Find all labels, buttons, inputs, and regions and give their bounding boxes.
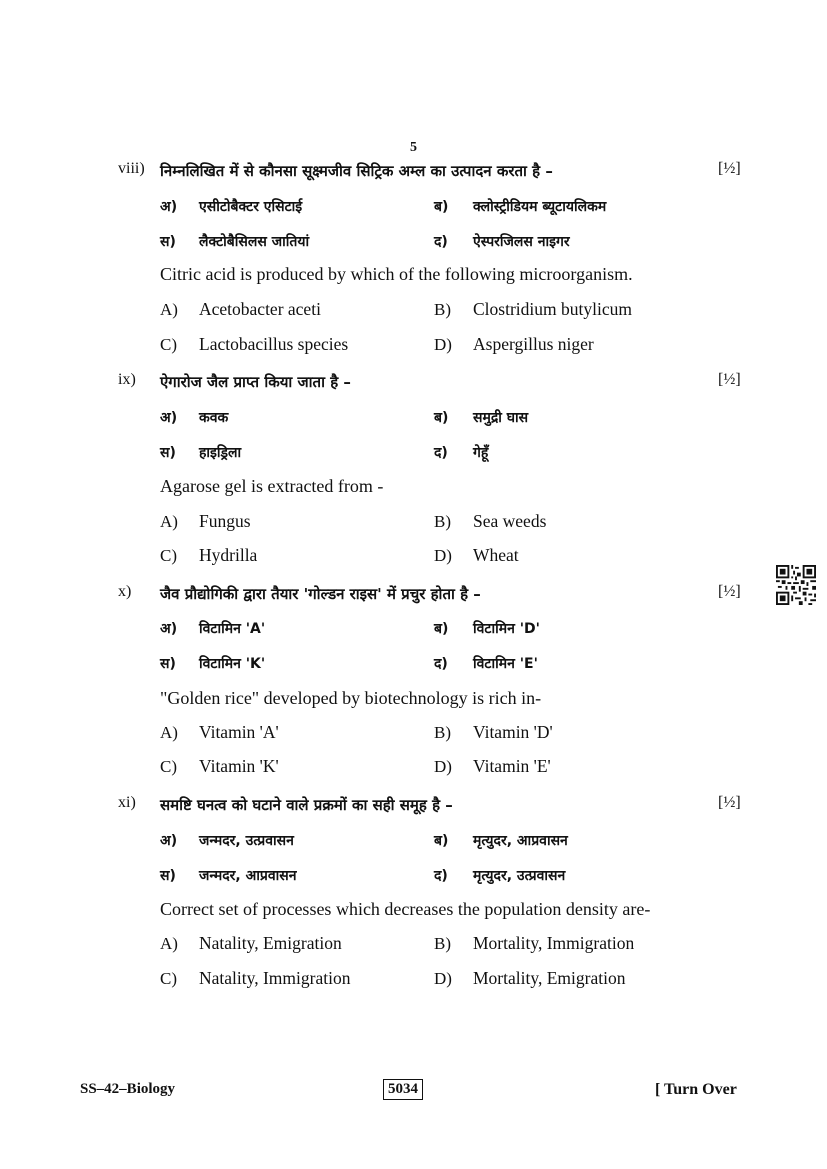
option-text: Vitamin 'E': [473, 756, 551, 776]
option-text: विटामिन 'K': [199, 656, 266, 672]
option-text: Vitamin 'A': [199, 722, 279, 742]
question-hindi: निम्नलिखित में से कौनसा सूक्ष्मजीव सिट्रिक अम्ल का उत्पादन करता है –: [160, 162, 553, 180]
option-label: D): [434, 335, 452, 354]
option-text: Natality, Immigration: [199, 968, 351, 988]
option-label: A): [160, 723, 178, 742]
option-text: Aspergillus niger: [473, 334, 594, 354]
option-text: Vitamin 'K': [199, 756, 279, 776]
option-label: ब): [434, 199, 449, 215]
option-label: स): [160, 445, 176, 461]
marks: [½]: [718, 371, 741, 388]
option-label: C): [160, 546, 177, 565]
option-label: द): [434, 656, 448, 672]
option-label: D): [434, 757, 452, 776]
option-text: ऐस्परजिलस नाइगर: [473, 234, 570, 250]
option-label: B): [434, 723, 451, 742]
option-text: क्लोस्ट्रीडियम ब्यूटायलिकम: [473, 199, 607, 215]
question-number: x): [118, 583, 132, 600]
option-label: C): [160, 969, 177, 988]
option-label: अ): [160, 410, 178, 426]
option-text: Fungus: [199, 511, 251, 531]
option-text: लैक्टोबैसिलस जातियां: [199, 234, 310, 250]
option-text: विटामिन 'D': [473, 621, 540, 637]
option-label: द): [434, 445, 448, 461]
option-text: Acetobacter aceti: [199, 299, 321, 319]
question-hindi: जैव प्रौद्योगिकी द्वारा तैयार 'गोल्डन राइस' में प्रचुर होता है –: [160, 585, 481, 603]
marks: [½]: [718, 160, 741, 177]
option-text: Mortality, Immigration: [473, 933, 635, 953]
option-text: Lactobacillus species: [199, 334, 349, 354]
footer-paper-code: SS–42–Biology: [80, 1081, 176, 1097]
marks: [½]: [718, 794, 741, 811]
footer-page-code: 5034: [383, 1079, 423, 1100]
question-number: xi): [118, 794, 136, 811]
option-text: Sea weeds: [473, 511, 547, 531]
question-english: Agarose gel is extracted from -: [160, 476, 384, 496]
option-text: एसीटोबैक्टर एसिटाई: [199, 199, 303, 215]
option-text: समुद्री घास: [473, 410, 529, 426]
option-text: जन्मदर, आप्रवासन: [199, 868, 297, 884]
option-label: स): [160, 234, 176, 250]
question-hindi: समष्टि घनत्व को घटाने वाले प्रक्रमों का सही समूह है –: [160, 796, 453, 814]
option-label: अ): [160, 199, 178, 215]
option-label: A): [160, 512, 178, 531]
option-text: हाइड्रिला: [199, 445, 242, 461]
question-hindi: ऐगारोज जैल प्राप्त किया जाता है –: [160, 373, 351, 391]
option-text: मृत्युदर, आप्रवासन: [473, 833, 568, 849]
option-text: Mortality, Emigration: [473, 968, 626, 988]
option-text: Clostridium butylicum: [473, 299, 632, 319]
question-number: viii): [118, 160, 145, 177]
option-label: B): [434, 512, 451, 531]
footer-turn-over: [ Turn Over: [655, 1081, 737, 1098]
option-text: Hydrilla: [199, 545, 258, 565]
option-text: Wheat: [473, 545, 519, 565]
option-label: C): [160, 335, 177, 354]
option-label: ब): [434, 621, 449, 637]
option-text: कवक: [199, 410, 229, 426]
option-text: गेहूँ: [473, 445, 489, 461]
option-label: ब): [434, 833, 449, 849]
option-label: D): [434, 969, 452, 988]
option-label: स): [160, 656, 176, 672]
option-text: मृत्युदर, उत्प्रवासन: [473, 868, 566, 884]
option-label: C): [160, 757, 177, 776]
option-label: अ): [160, 621, 178, 637]
question-english: "Golden rice" developed by biotechnology is rich in-: [160, 688, 542, 708]
option-label: A): [160, 300, 178, 319]
option-text: विटामिन 'E': [473, 656, 538, 672]
option-label: स): [160, 868, 176, 884]
option-label: B): [434, 934, 451, 953]
question-english: Correct set of processes which decreases the population density are-: [160, 899, 651, 919]
marks: [½]: [718, 583, 741, 600]
option-label: D): [434, 546, 452, 565]
qr-code-icon: [776, 565, 816, 605]
option-label: B): [434, 300, 451, 319]
option-label: अ): [160, 833, 178, 849]
option-text: Natality, Emigration: [199, 933, 342, 953]
option-label: द): [434, 234, 448, 250]
option-text: जन्मदर, उत्प्रवासन: [199, 833, 294, 849]
page-number: 5: [410, 140, 417, 155]
option-text: विटामिन 'A': [199, 621, 266, 637]
option-label: A): [160, 934, 178, 953]
option-label: द): [434, 868, 448, 884]
option-label: ब): [434, 410, 449, 426]
question-number: ix): [118, 371, 136, 388]
question-english: Citric acid is produced by which of the following microorganism.: [160, 264, 633, 284]
option-text: Vitamin 'D': [473, 722, 553, 742]
